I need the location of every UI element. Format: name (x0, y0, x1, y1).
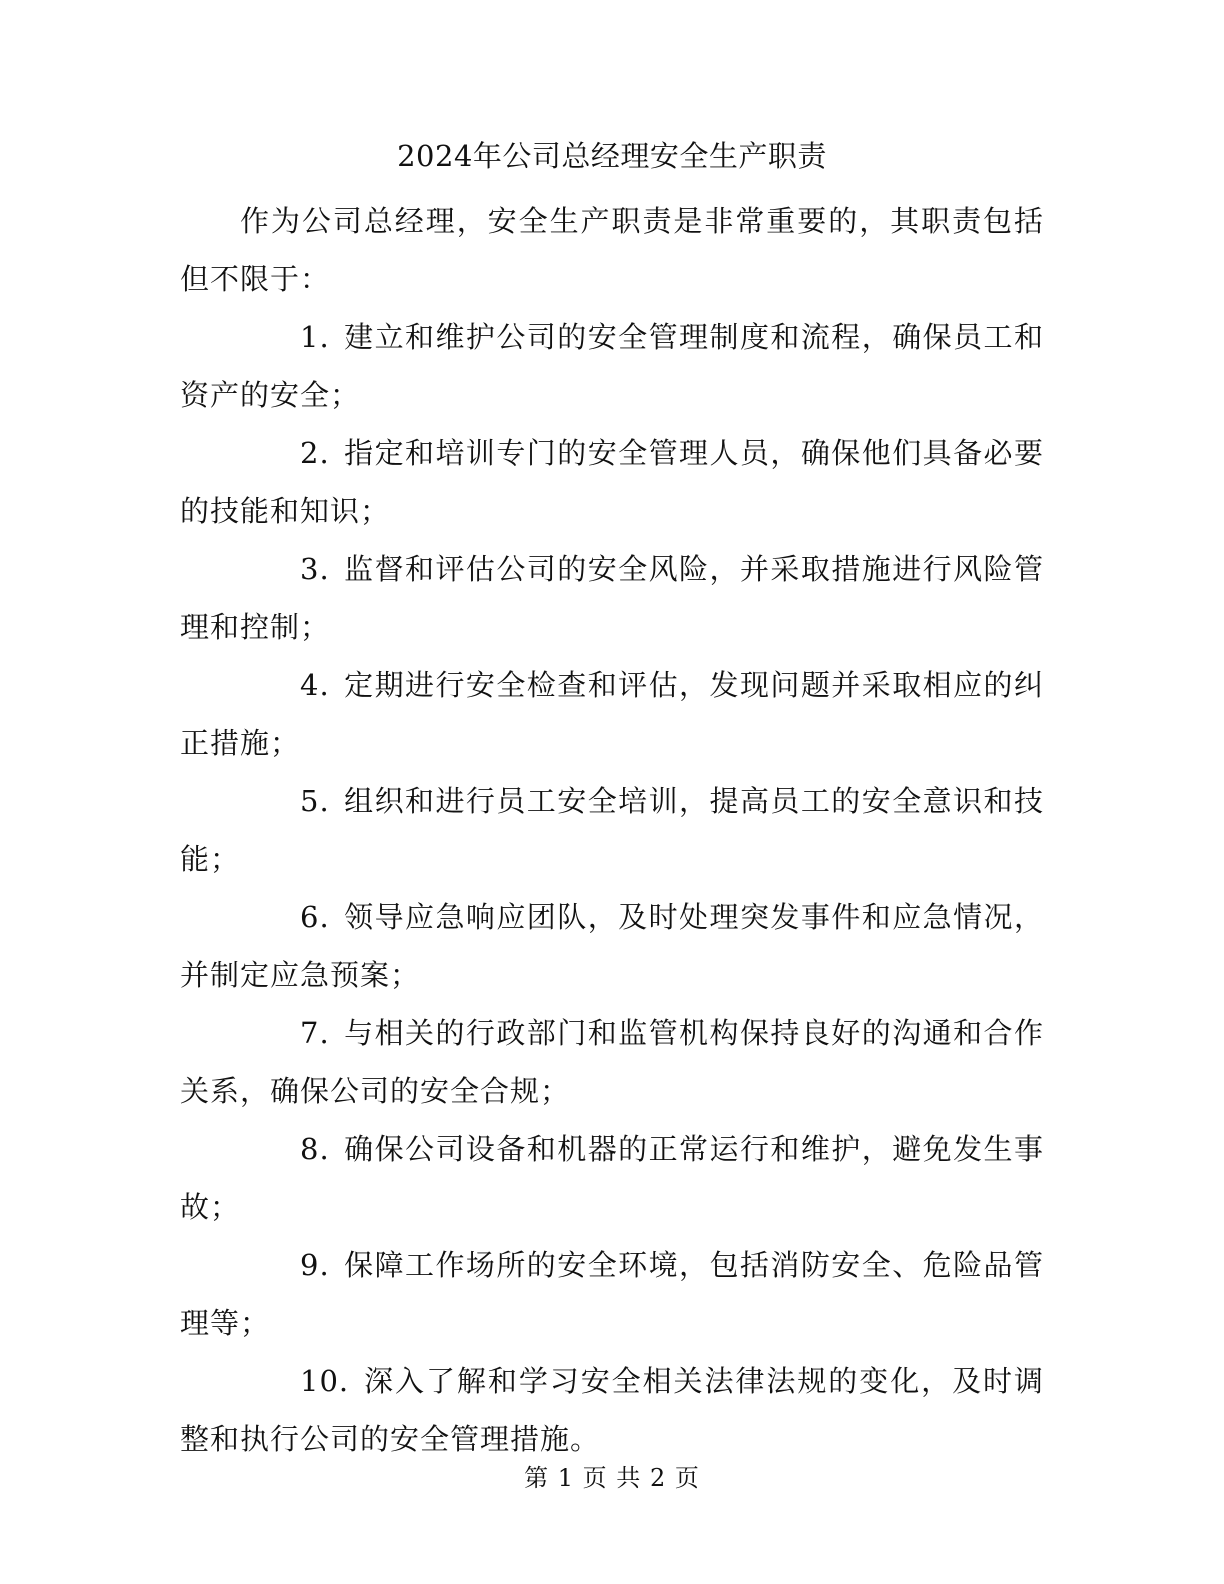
item-number: 8. (300, 1132, 330, 1166)
list-item (180, 308, 1044, 424)
item-text: 领导应急响应团队，及时处理突发事件和应急情况，并制定应急预案； (180, 900, 1044, 992)
list-item (180, 888, 1044, 1004)
item-number: 5. (300, 784, 330, 818)
list-item (180, 1352, 1044, 1468)
item-number: 4. (300, 668, 330, 702)
item-number: 2. (300, 436, 330, 470)
page-footer: 第 1 页 共 2 页 (524, 1464, 700, 1492)
list-item (180, 1120, 1044, 1236)
list-item (180, 1004, 1044, 1120)
list-item (180, 772, 1044, 888)
item-number: 10. (300, 1364, 350, 1398)
item-text: 确保公司设备和机器的正常运行和维护，避免发生事故； (180, 1132, 1044, 1224)
list-item (180, 1236, 1044, 1352)
item-number: 3. (300, 552, 330, 586)
item-number: 1. (300, 320, 330, 354)
item-number: 9. (300, 1248, 330, 1282)
item-text: 保障工作场所的安全环境，包括消防安全、危险品管理等； (180, 1248, 1044, 1340)
item-text: 指定和培训专门的安全管理人员，确保他们具备必要的技能和知识； (180, 436, 1044, 528)
list-item (180, 424, 1044, 540)
document-body (180, 192, 1044, 1468)
document-title: 2024年公司总经理安全生产职责 (397, 139, 827, 173)
item-text: 建立和维护公司的安全管理制度和流程，确保员工和资产的安全； (180, 320, 1044, 412)
item-text: 定期进行安全检查和评估，发现问题并采取相应的纠正措施； (180, 668, 1044, 760)
item-number: 6. (300, 900, 330, 934)
item-text: 组织和进行员工安全培训，提高员工的安全意识和技能； (180, 784, 1044, 876)
list-item (180, 656, 1044, 772)
item-text: 监督和评估公司的安全风险，并采取措施进行风险管理和控制； (180, 552, 1044, 644)
intro-paragraph: 作为公司总经理，安全生产职责是非常重要的，其职责包括但不限于： (180, 204, 1044, 296)
item-number: 7. (300, 1016, 330, 1050)
item-text: 深入了解和学习安全相关法律法规的变化，及时调整和执行公司的安全管理措施。 (180, 1364, 1044, 1456)
list-item (180, 540, 1044, 656)
item-text: 与相关的行政部门和监管机构保持良好的沟通和合作关系，确保公司的安全合规； (180, 1016, 1044, 1108)
